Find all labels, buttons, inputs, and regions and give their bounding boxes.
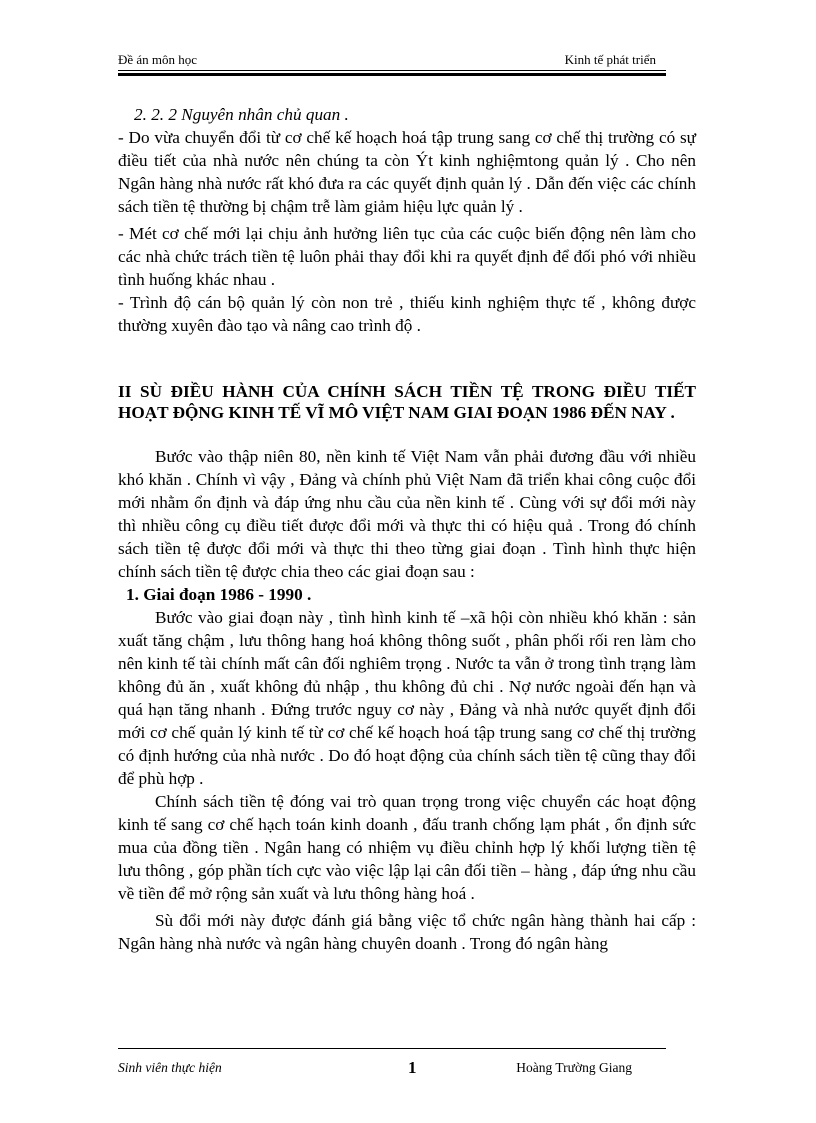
header-course: Đề án môn học bbox=[118, 52, 198, 67]
subheading: 2. 2. 2 Nguyên nhân chủ quan . bbox=[134, 105, 349, 124]
intro-paragraph: Bước vào thập niên 80, nền kinh tế Việt Nam vẫn phải đương đầu với nhiều khó khăn . Chính vì vậy , Đảng và chính phủ Việt Nam đã triển khai công cuộc đổi mới nhằm ổn định và đáp ứng nhu cầu của nền kinh tế . Cùng với sự đổi mới này thì nhiều công cụ điều tiết được đổi mới và thực thi có hiệu quả . Trong đó chính sách tiền tệ được đổi mới và thực thi theo từng giai đoạn . Tình hình thực hiện chính sách tiền tệ được chia theo các giai đoạn sau : bbox=[118, 447, 696, 581]
page-body bbox=[118, 103, 696, 955]
bullet-3: - Trình độ cán bộ quản lý còn non trẻ , thiếu kinh nghiệm thực tế , không được thường xuyên đào tạo và nâng cao trình độ . bbox=[118, 293, 696, 335]
stage-heading: 1. Giai đoạn 1986 - 1990 . bbox=[126, 585, 312, 604]
page-footer bbox=[118, 1058, 666, 1078]
paragraph-1: Bước vào giai đoạn này , tình hình kinh tế –xã hội còn nhiều khó khăn : sản xuất tăng chậm , lưu thông hang hoá không thông suốt , phân phối rối ren làm cho nên kinh tế tài chính mất cân đối nghiêm trọng . Nước ta vẫn ở trong tình trạng làm không đủ ăn , xuất không đủ nhập , thu không đủ chi . Nợ nước ngoài đến hạn và quá hạn tăng nhanh . Đứng trước nguy cơ này , Đảng và nhà nước quyết định đổi mới cơ chế quản lý kinh tế từ cơ chế kế hoạch hoá tập trung sang cơ chế thị trường có định hướng của nhà nước . Do đó hoạt động của chính sách tiền tệ cũng thay đổi để phù hợp . bbox=[118, 608, 696, 788]
bullet-2: - Mét cơ chế mới lại chịu ảnh hưởng liên tục của các cuộc biến động nên làm cho các nhà chức trách tiền tệ luôn phải thay đổi khi ra quyết định để đối phó với nhiều tình huống khác nhau . bbox=[118, 224, 696, 289]
footer-author-name: Hoàng Trường Giang bbox=[516, 1060, 632, 1075]
footer-rule bbox=[118, 1048, 666, 1049]
page-number: 1 bbox=[408, 1058, 417, 1077]
section-title: II SÙ ĐIỀU HÀNH CỦA CHÍNH SÁCH TIỀN TỆ TRONG ĐIỀU TIẾT HOẠT ĐỘNG KINH TẾ VĨ MÔ VIỆT NAM GIAI ĐOẠN 1986 ĐẾN NAY . bbox=[118, 382, 696, 422]
header-rule bbox=[118, 70, 666, 71]
footer-author-label: Sinh viên thực hiện bbox=[118, 1060, 222, 1075]
header-subject: Kinh tế phát triển bbox=[564, 52, 656, 67]
paragraph-3: Sù đổi mới này được đánh giá bằng việc tổ chức ngân hàng thành hai cấp : Ngân hàng nhà nước và ngân hàng chuyên doanh . Trong đó ngân hàng bbox=[118, 911, 696, 953]
bullet-1: - Do vừa chuyển đổi từ cơ chế kế hoạch hoá tập trung sang cơ chế thị trường có sự điều tiết của nhà nước nên chúng ta còn Ýt kinh nghiệmtong quản lý . Cho nên Ngân hàng nhà nước rất khó đưa ra các quyết định quản lý . Dẫn đến việc các chính sách tiền tệ thường bị chậm trễ làm giảm hiệu lực quản lý . bbox=[118, 128, 696, 216]
paragraph-2: Chính sách tiền tệ đóng vai trò quan trọng trong việc chuyển các hoạt động kinh tế sang cơ chế hạch toán kinh doanh , đấu tranh chống lạm phát , ổn định sức mua của đồng tiền . Ngân hang có nhiệm vụ điều chỉnh hợp lý khối lượng tiền tệ lưu thông , góp phần tích cực vào việc lập lại cân đối tiền – hàng , đáp ứng nhu cầu về tiền để mở rộng sản xuất và lưu thông hàng hoá . bbox=[118, 792, 696, 903]
page-header bbox=[118, 52, 656, 70]
header-rule-thick bbox=[118, 73, 666, 76]
